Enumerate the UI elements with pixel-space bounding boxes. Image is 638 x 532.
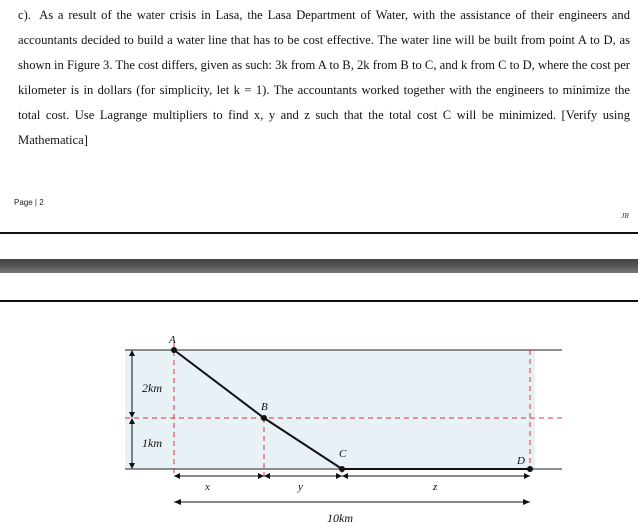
- y-label: y: [298, 481, 303, 493]
- label-d: D: [517, 455, 525, 467]
- arrowhead: [336, 473, 342, 479]
- part-label: c).: [18, 8, 31, 22]
- page-gap-band: [0, 259, 638, 273]
- label-c: C: [339, 448, 347, 460]
- figure-3-pipeline-diagram: [0, 330, 638, 532]
- label-b: B: [261, 401, 268, 413]
- point-b: [261, 415, 267, 421]
- arrowhead: [258, 473, 264, 479]
- point-a: [171, 347, 177, 353]
- label-a: A: [169, 334, 176, 346]
- arrowhead: [264, 473, 270, 479]
- total-width-label: 10km: [327, 511, 353, 525]
- arrowhead: [174, 499, 181, 505]
- upper-height-label: 2km: [142, 381, 162, 395]
- divider-bottom: [0, 300, 638, 302]
- terrain-band: [125, 350, 535, 469]
- divider-top: [0, 232, 638, 234]
- page-number: Page | 2: [14, 198, 44, 207]
- arrowhead: [342, 473, 348, 479]
- point-c: [339, 466, 345, 472]
- problem-statement: [18, 3, 630, 153]
- problem-text: As a result of the water crisis in Lasa, the Lasa Department of Water, with the assistance of their engineers and accountants decided to build a water line that has to be cost effective. The water line will be built from point A to D, as shown in Figure 3. The cost differs, given as such: 3k from A to B, 2k from B to C, and k from C to D, where the cost per kilometer is in dollars (for simplicity, let k = 1). The accountants worked together with the engineers to minimize the total cost. Use Lagrange multipliers to find x, y and z such that the total cost C will be minimized. [Verify using Mathematica]: [18, 8, 630, 147]
- lower-height-label: 1km: [142, 436, 162, 450]
- point-d: [527, 466, 533, 472]
- arrowhead: [523, 499, 530, 505]
- arrowhead: [524, 473, 530, 479]
- arrowhead: [174, 473, 180, 479]
- z-label: z: [433, 481, 438, 493]
- x-label: x: [205, 481, 210, 493]
- author-initials: JR: [621, 211, 629, 220]
